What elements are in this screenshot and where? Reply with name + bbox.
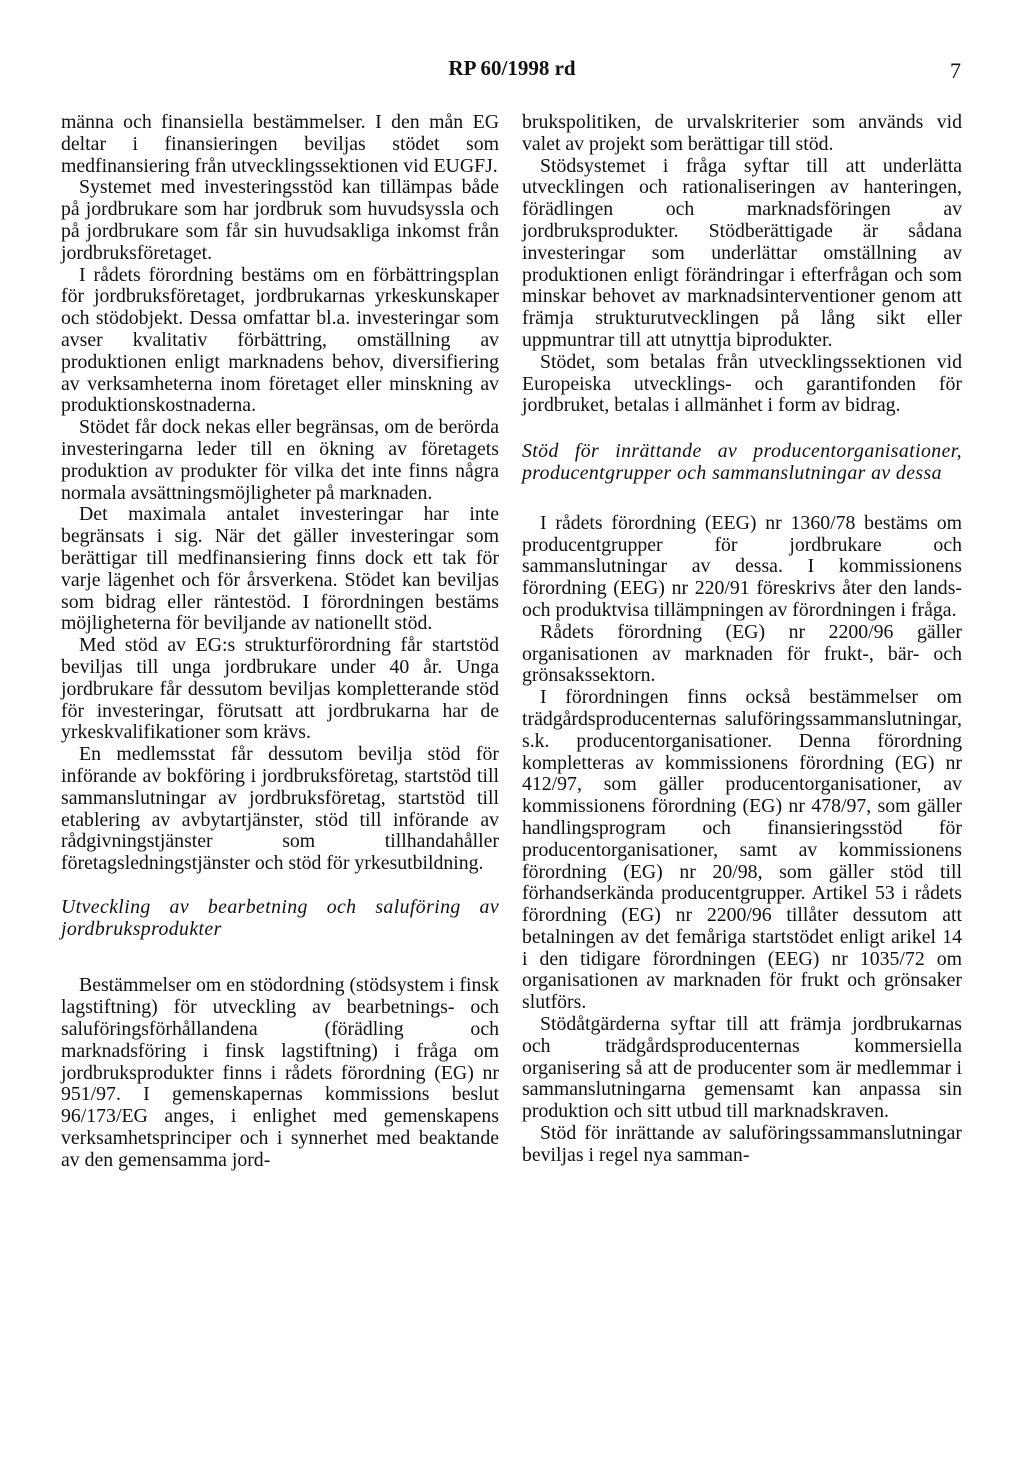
paragraph: Stödsystemet i fråga syftar till att underlätta utvecklingen och rationaliseringen av hanteringen, förädlingen och marknadsföringen av jordbruksprodukter. Stödberättigade är sådana investeringar som underlättar omställning av produktionen enligt förändringar i efterfrågan och som minskar behovet av marknadsinterventioner genom att främja strukturutvecklingen på lång sikt eller uppmuntrar till att utnyttja biprodukter. — [522, 154, 962, 351]
paragraph: I förordningen finns också bestämmelser om trädgårdsproducenternas saluföringssammanslutningar, s.k. producentorganisationer. Denna förordning kompletteras av kommissionens förordning (EG) nr 412/97, som gäller producentorganisationer, av kommissionens förordning (EG) nr 478/97, som gäller handlingsprogram och finansieringsstöd för producentorganisationer, samt av kommissionens förordning (EG) nr 20/98, som gäller stöd till förhandserkända producentgrupper. Artikel 53 i rådets förordning (EG) nr 2200/96 tillåter dessutom att betalningen av det femåriga startstödet enligt arikel 14 i den tidigare förordningen (EEG) nr 1035/72 om organisationen av marknaden för frukt och grönsaker slutförs. — [522, 686, 962, 1014]
paragraph: Stödet, som betalas från utvecklingssektionen vid Europeiska utvecklings- och garantifonden för jordbruket, betalas i allmänhet i form av bidrag. — [522, 350, 962, 417]
paragraph: Stödåtgärderna syftar till att främja jordbrukarnas och trädgårdsproducenternas kommersiella organisering så att de producenter som är medlemmar i sammanslutningarna gemensamt kan anpassa sin produktion och sitt utbud till marknadskraven. — [522, 1013, 962, 1123]
paragraph: Rådets förordning (EG) nr 2200/96 gäller organisationen av marknaden för frukt-, bär- och grönsakssektorn. — [522, 620, 962, 687]
paragraph: Med stöd av EG:s strukturförordning får startstöd beviljas till unga jordbrukare under 40 år. Unga jordbrukare får dessutom beviljas kompletterande stöd för investeringar, förutsatt att jordbrukarna har de yrkeskvalifikationer som krävs. — [61, 634, 499, 744]
paragraph: Det maximala antalet investeringar har inte begränsats i sig. När det gäller investeringar som berättigar till medfinansiering finns dock ett tak för varje lägenhet och för årsverkena. Stödet kan beviljas som bidrag eller räntestöd. I förordningen bestäms möjligheterna för beviljande av nationellt stöd. — [61, 503, 499, 635]
paragraph: I rådets förordning (EEG) nr 1360/78 bestäms om producentgrupper för jordbrukare och sammanslutningar av dessa. I kommissionens förordning (EEG) nr 220/91 föreskrivs åter den lands- och produktvisa tillämpningen av förordningen i fråga. — [522, 511, 962, 621]
page-header — [0, 56, 1024, 86]
section-heading: Stöd för inrättande av producentorganisationer, producentgrupper och sammanslutningar av dessa — [522, 440, 962, 484]
paragraph: Stöd för inrättande av saluföringssammanslutningar beviljas i regel nya samman- — [522, 1122, 962, 1166]
paragraph: Stödet får dock nekas eller begränsas, om de berörda investeringarna leder till en ökning av företagets produktion av produkter för vilka det inte finns några normala avsättningsmöjligheter på marknaden. — [61, 416, 499, 504]
paragraph: brukspolitiken, de urvalskriterier som används vid valet av projekt som berättigar till stöd. — [522, 111, 962, 155]
paragraph: I rådets förordning bestäms om en förbättringsplan för jordbruksföretaget, jordbrukarnas yrkeskunskaper och stödobjekt. Dessa omfattar bl.a. investeringar som avser kvalitativ förbättring, omställning av produktionen enligt marknadens behov, diversifiering av verksamheterna inom företaget eller minskning av produktionskostnaderna. — [61, 263, 499, 417]
page-number: 7 — [950, 58, 961, 83]
section-heading: Utveckling av bearbetning och saluföring av jordbruksprodukter — [61, 895, 499, 940]
paragraph: männa och finansiella bestämmelser. I den mån EG deltar i finansieringen beviljas stödet som medfinansiering från utvecklingssektionen vid EUGFJ. — [61, 111, 499, 177]
paragraph: En medlemsstat får dessutom bevilja stöd för införande av bokföring i jordbruksföretag, startstöd till sammanslutningar av jordbruksföretag, startstöd till etablering av avbytartjänster, stöd till införande av rådgivningstjänster som tillhandahåller företagsledningstjänster och stöd för yrkesutbildning. — [61, 743, 499, 875]
right-column — [522, 112, 962, 1167]
paragraph: Bestämmelser om en stödordning (stödsystem i finsk lagstiftning) för utveckling av bearbetnings- och saluföringsförhållandena (förädling och marknadsföring i finsk lagstiftning) i fråga om jordbruksprodukter finns i rådets förordning (EG) nr 951/97. I gemenskapernas kommissions beslut 96/173/EG anges, i enlighet med gemenskapens verksamhetsprinciper och i synnerhet med beaktande av den gemensamma jord- — [61, 974, 499, 1171]
paragraph: Systemet med investeringsstöd kan tillämpas både på jordbrukare som har jordbruk som huvudsyssla och på jordbrukare som får sin huvudsakliga inkomst från jordbruksföretaget. — [61, 176, 499, 264]
left-column — [61, 112, 499, 1172]
document-id: RP 60/1998 rd — [448, 56, 576, 80]
